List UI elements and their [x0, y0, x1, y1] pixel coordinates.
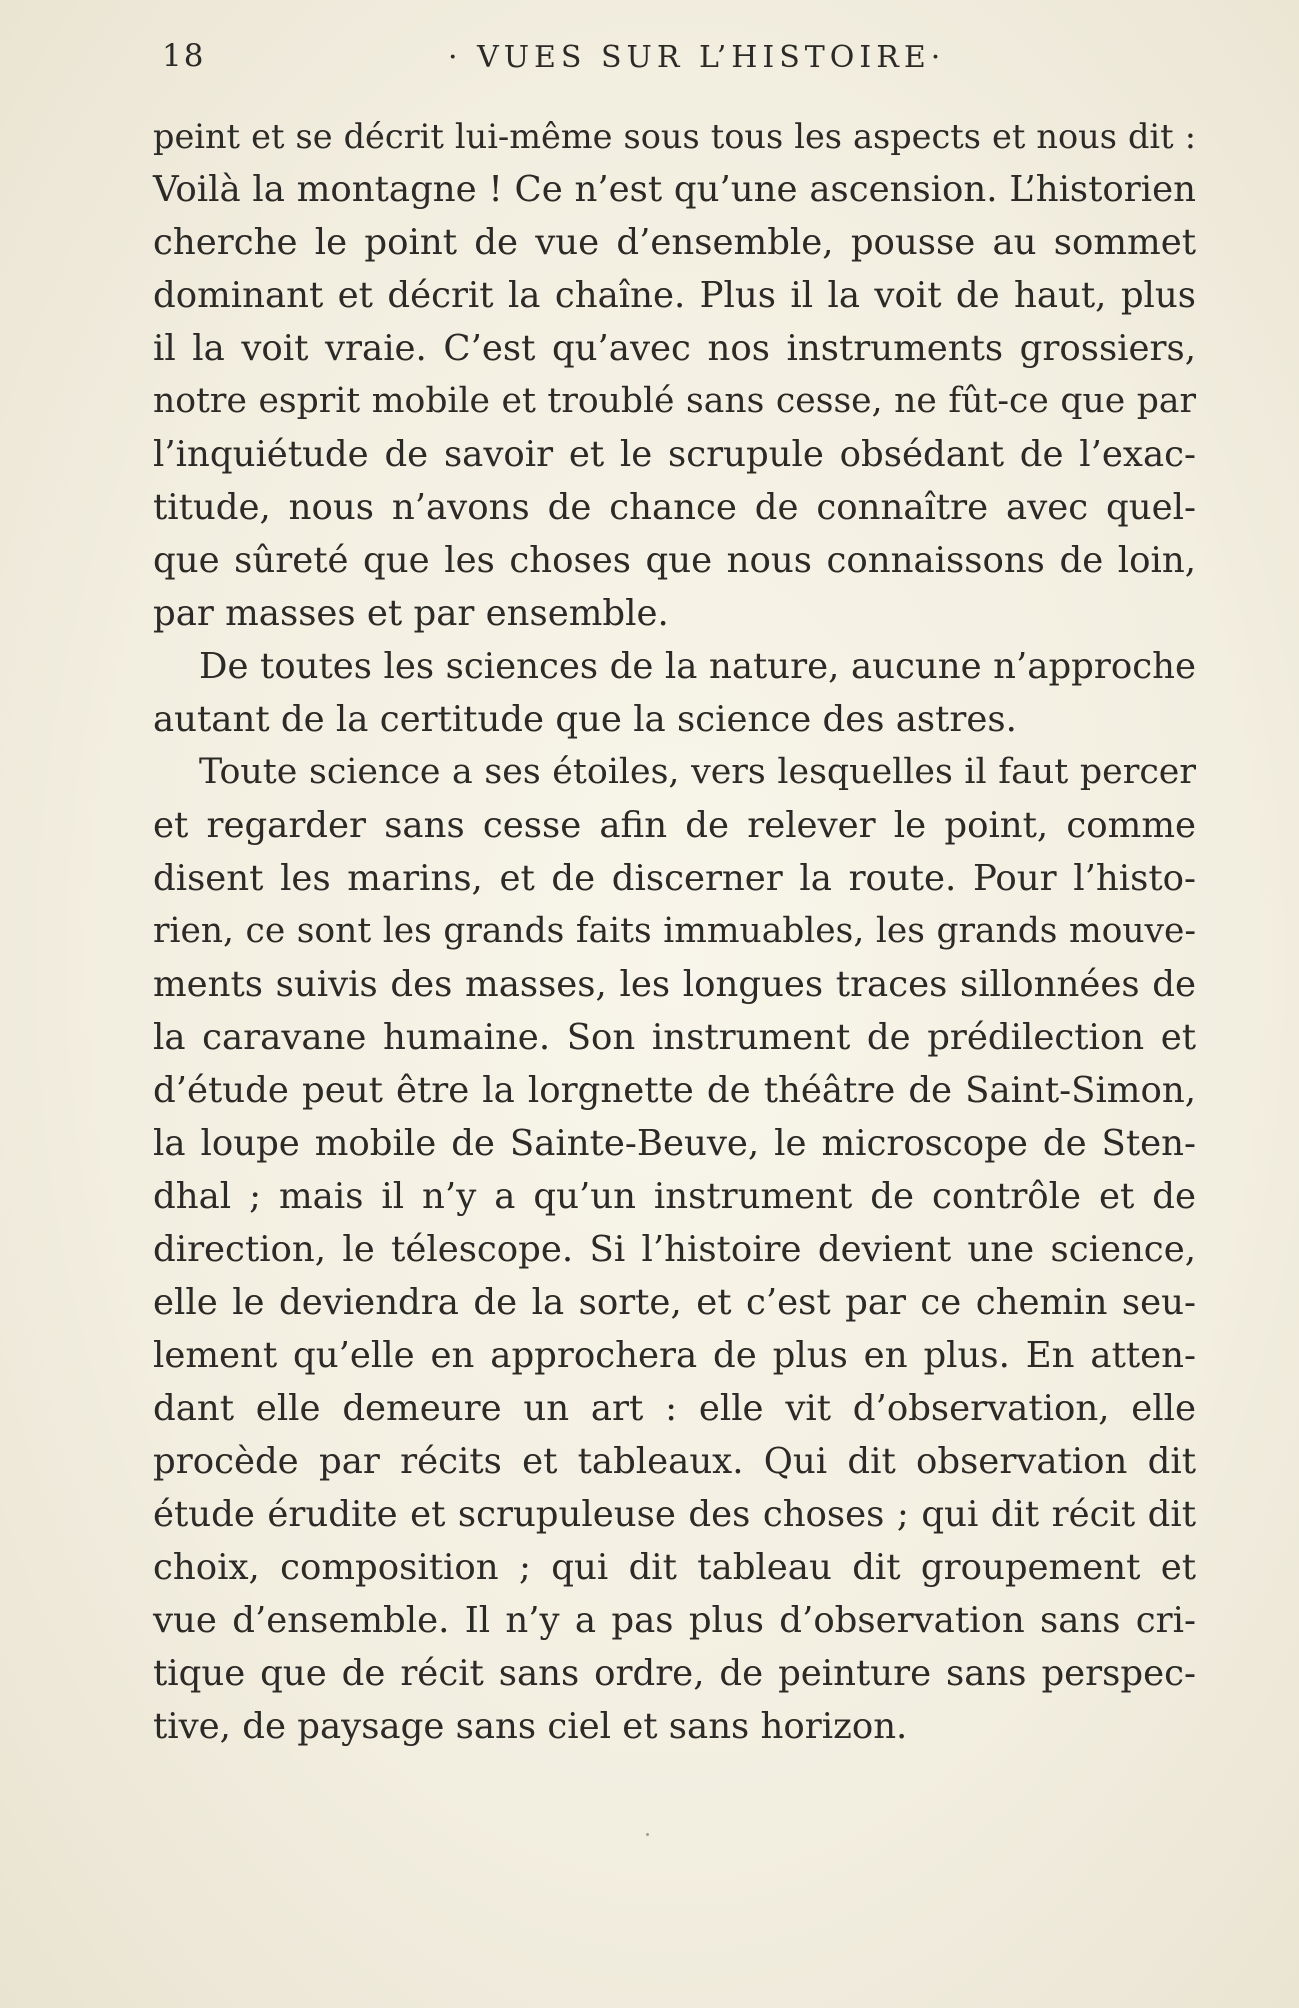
- paragraph: [153, 640, 1196, 746]
- text-line: procède par récits et tableaux. Qui dit observation dit: [153, 1441, 1196, 1482]
- body-text: [153, 110, 1196, 1753]
- text-line: Toute science a ses étoiles, vers lesquelles il faut percer: [199, 752, 1196, 792]
- text-line: dhal ; mais il n’y a qu’un instrument de contrôle et de: [153, 1176, 1196, 1217]
- text-line: et regarder sans cesse afin de relever le point, comme: [153, 805, 1196, 846]
- text-line: Voilà la montagne ! Ce n’est qu’une ascension. L’historien: [153, 169, 1196, 210]
- text-line: choix, composition ; qui dit tableau dit groupement et: [153, 1547, 1196, 1588]
- text-line: ments suivis des masses, les longues traces sillonnées de: [153, 964, 1196, 1005]
- text-line: que sûreté que les choses que nous connaissons de loin,: [153, 540, 1196, 581]
- text-line: la loupe mobile de Sainte-Beuve, le microscope de Sten-: [153, 1123, 1196, 1164]
- text-line: De toutes les sciences de la nature, aucune n’approche: [199, 646, 1196, 687]
- text-line: cherche le point de vue d’ensemble, pousse au sommet: [153, 222, 1196, 263]
- text-line: dant elle demeure un art : elle vit d’observation, elle: [153, 1388, 1196, 1429]
- text-line: étude érudite et scrupuleuse des choses ; qui dit récit dit: [153, 1494, 1196, 1535]
- text-line: d’étude peut être la lorgnette de théâtre de Saint-Simon,: [153, 1070, 1196, 1111]
- text-line: lement qu’elle en approchera de plus en plus. En atten-: [153, 1335, 1196, 1376]
- page-header: [150, 38, 1190, 78]
- paragraph: [153, 746, 1196, 1753]
- text-line: titude, nous n’avons de chance de connaître avec quel-: [153, 487, 1196, 528]
- text-line: elle le deviendra de la sorte, et c’est par ce chemin seu-: [153, 1282, 1196, 1323]
- text-line: direction, le télescope. Si l’histoire devient une science,: [153, 1229, 1196, 1270]
- text-line: peint et se décrit lui-même sous tous les aspects et nous dit :: [153, 117, 1196, 156]
- running-title: · VUES SUR L’HISTOIRE·: [448, 40, 946, 75]
- text-line: dominant et décrit la chaîne. Plus il la voit de haut, plus: [153, 275, 1196, 316]
- text-line: il la voit vraie. C’est qu’avec nos instruments grossiers,: [153, 328, 1196, 369]
- text-line: disent les marins, et de discerner la route. Pour l’histo-: [153, 858, 1196, 899]
- text-line: l’inquiétude de savoir et le scrupule obsédant de l’exac-: [153, 434, 1196, 475]
- text-line: tive, de paysage sans ciel et sans horizon.: [153, 1706, 908, 1747]
- text-line: notre esprit mobile et troublé sans cesse, ne fût-ce que par: [153, 381, 1196, 421]
- text-line: rien, ce sont les grands faits immuables, les grands mouve-: [153, 911, 1196, 951]
- text-line: la caravane humaine. Son instrument de prédilection et: [153, 1017, 1196, 1058]
- text-line: autant de la certitude que la science des astres.: [153, 699, 1017, 740]
- text-line: par masses et par ensemble.: [153, 593, 669, 634]
- text-line: tique que de récit sans ordre, de peinture sans perspec-: [153, 1653, 1196, 1694]
- paragraph: [153, 110, 1196, 640]
- paper-speck: [646, 1833, 649, 1836]
- text-line: vue d’ensemble. Il n’y a pas plus d’observation sans cri-: [153, 1600, 1196, 1641]
- page-number: 18: [162, 38, 206, 74]
